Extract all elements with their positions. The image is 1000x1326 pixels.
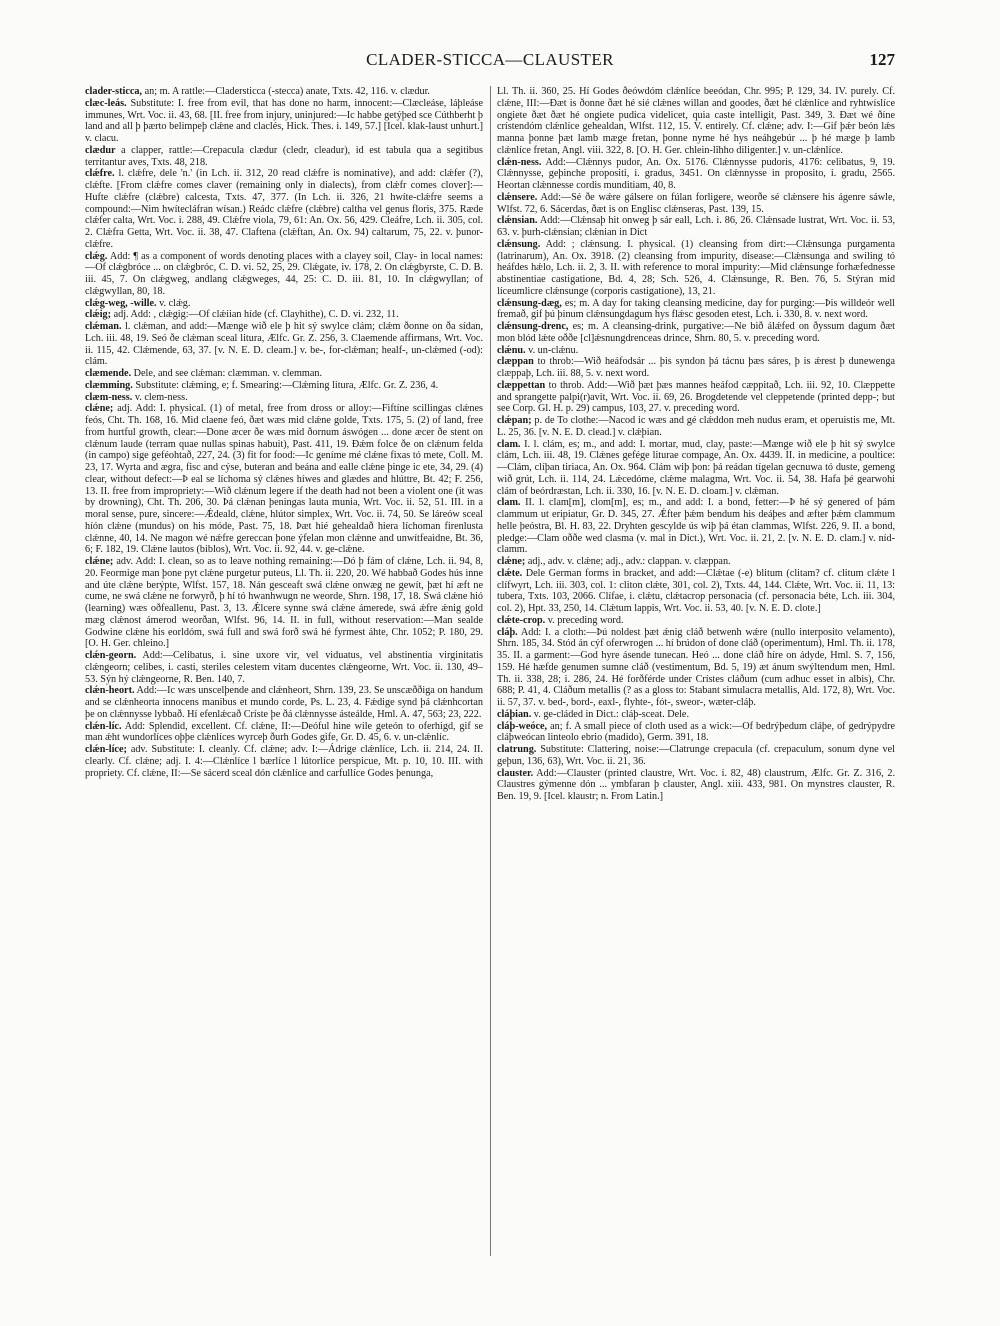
entry-text: Add: Splendid, excellent. Cf. clǽne, II:—Deóful hine wile geteón to oferhigd, gif se man ǽht wundorlíces oþþe clǽnlíces wyrceþ ðurh Godes gife, Gr. D. 45, 6. v. un-clǽnlíc.	[85, 720, 483, 744]
entry-headword: clæmming.	[85, 379, 133, 391]
entry-headword: clædur	[85, 144, 116, 156]
dictionary-entry	[497, 627, 895, 709]
entry-headword: clǽnsung.	[497, 238, 541, 250]
entry-text: Dele German forms in bracket, and add:—Clǽtae (-e) blitum (clitam? cf. clitum clǽte l clífwyrt, Lch. iii. 303, col. 1: cliton clǽte, 301, col. 2), Txts. 44, 144. Clǽte, Wrt. Voc. ii. 11, 13: tubera, Txts. 103, 2066. Clífae, i. clǽtu, clǽtacrop personacia (cf. personacia béte, Lch. iii. 304, col. 2), Hpt. 33, 250, 14. Clǽtum lappis, Wrt. Voc. ii. 53, 40. [v. N. E. D. clote.]	[497, 567, 895, 614]
entry-headword: clæmende.	[85, 368, 132, 379]
entry-text: Ll. Th. ii. 360, 25. Hí Godes ðeówdóm clǽnlíce beeódan, Chr. 995; P. 129, 34. IV. purely. Cf. clǽne, III:—Ðæt is ðonne ðæt hé sié clǽnes willan and goodes, ðæt hé clǽnlíce and ryhtwíslíce ongiete ðæt ðæt hé ongiete pudica videlicet, quia caste intelligit, Past. 349, 3. Ðæt wé ðíne crístendóm clǽnlíce gehealdan, Wlfst. 112, 15. V. entirely. Cf. clǽne; adv. I:—Gif þǽr beón lǽs manna þonne þæt lamb mæge fretan, þonne nyme hé hys neáhgebúr ... þ hé mæge þ lamb clǽnlíce fretan, Angl. viii. 322, 8. [O. H. Ger. chlein-lîhho diligenter.] v. un-clǽnlíce.	[497, 86, 895, 156]
entry-text: v. clǽg.	[159, 297, 191, 309]
entry-headword: clǽn-líce;	[85, 744, 127, 755]
entry-headword: clǽnu.	[497, 344, 526, 356]
entry-headword: clǽte.	[497, 567, 523, 579]
entry-headword: clǽnsian.	[497, 215, 538, 227]
left-column	[85, 86, 483, 1256]
dictionary-entry	[85, 368, 483, 380]
entry-headword: clǽpan;	[497, 415, 532, 426]
entry-headword: clǽn-líc.	[85, 720, 122, 732]
dictionary-entry	[85, 556, 483, 650]
dictionary-entry	[497, 380, 895, 415]
dictionary-entry	[497, 415, 895, 439]
dictionary-entry	[85, 298, 483, 310]
dictionary-entry	[497, 615, 895, 627]
entry-text: Add: I. a cloth:—Þú noldest þæt ǽnig cláð betwenh wǽre (nullo interposito velamento), Shrn. 185, 34. Stód án cýf oferwrogen ... hí brúdon of done cláð (operimentum), Hml. Th. ii. 178, 35. II. a garment:—God hyre ásende tunecan. Heó ... done cláð híre on ádyde, Hml. S. 7, 156, 159. Hé hæfde genumen sumne cláð (vestimentum, Bd. 5, 19) æt ánum swýltendum men, Hml. Th. ii. 338, 28; i. 286, 24. Hé forðférde under Crístes cláðum (cum adhuc esset in albis), Chr. 688; P. 41, 4. Cláðum metallis (? as a gloss to: Stabant simulacra metallis, Ald. 172, 8), Wrt. Voc. ii. 57, 37. v. bed-, bord-, eaxl-, flyhte-, fót-, sweor-, wæter-cláþ.	[497, 626, 895, 708]
entry-headword: clǽnsung-dæg,	[497, 297, 562, 309]
dictionary-entry	[497, 321, 895, 345]
entry-headword: clauster.	[497, 767, 534, 779]
dictionary-entry	[85, 309, 483, 321]
entry-headword: clǽne;	[85, 556, 114, 567]
entry-headword: clam.	[497, 497, 521, 509]
entry-headword: clǽfre.	[85, 168, 115, 180]
entry-headword: clǽnsung-drenc,	[497, 321, 569, 332]
entry-text: v. clem-ness.	[134, 391, 188, 403]
entry-text: a clapper, rattle:—Crepacula clædur (cledr, cleadur), id est tabula qua a segitibus territantur aves, Txts. 48, 218.	[85, 144, 483, 168]
entry-text: es; m. A day for taking cleansing medicine, day for purging:—Þis willdeór well fremað, gif þú þinum clǽnsungdagum hys flǽsc gesoden etest, Lch. i. 330, 8. v. next word.	[497, 297, 895, 321]
entry-text: to throb:—Wið heáfodsár ... þis syndon þá tácnu þæs sáres, þ is ǽrest þ dunewenga clæppaþ, Lch. iii. 88, 5. v. next word.	[497, 356, 895, 379]
dictionary-entry	[497, 356, 895, 380]
entry-headword: clǽn-ness.	[497, 156, 542, 168]
entry-headword: clǽne;	[497, 556, 526, 567]
dictionary-entry	[85, 145, 483, 169]
dictionary-entry	[85, 98, 483, 145]
dictionary-entry	[85, 86, 483, 98]
entry-text: p. de To clothe:—Nacod ic wæs and gé clǽddon meh nudus eram, et operuistis me, Mt. L. 25, 36. [v. N. E. D. clead.] v. clǽþian.	[497, 415, 895, 438]
entry-headword: clæppettan	[497, 379, 546, 391]
dictionary-entry	[497, 157, 895, 192]
entry-text: adj. Add: , clǽgig:—Of clǽiian híde (cf. Clayhithe), C. D. vi. 232, 11.	[113, 309, 399, 321]
entry-text: adv. Add: I. clean, so as to leave nothing remaining:—Dó þ fám of clǽne, Lch. ii. 94, 8, 20. Feormige man þone pyt clǽne purgetur puteus, Ll. Th. ii. 220, 20. Wé habbað Godes hús inne and úte clǽne berýpte, Wlfst. 157, 18. Nán gesceaft swá clǽne onwæg ne gewít, þæt hí æft ne cume, ne swá clǽne ne forwyrð, þ hí tó hwanhwugn ne weorde, Shrn. 198, 17, 18. Swá clǽne hió (learning) wæs oðfeallenu, Past. 3, 13. Ǽlcere synne swá clǽne ámerede, swá ǽfre ǽnig gold mæg clǽnost ámerod weorðan, Wlfst. 96, 14. II. in full, without reservation:—Man sealde Godwine clǽne his eorldóm, swá full and swá forð swá hé fyrmest áhte, Chr. 1052; P. 180, 29. [O. H. Ger. chleino.]	[85, 556, 483, 650]
dictionary-entry	[497, 568, 895, 615]
entry-text: an; m. A rattle:—Cladersticca (-stecca) anate, Txts. 42, 116. v. clædur.	[144, 86, 430, 97]
entry-text: Substitute: clǽming, e; f. Smearing:—Clǽming litura, Ælfc. Gr. Z. 236, 4.	[135, 379, 439, 391]
entry-text: Add:—Sé ðe wǽre gálsere on fúlan forligere, weorðe sé clǽnsere his ágenre sáwle, Wlfst. 72, 6. Sácerdas, ðæt is on Englisc clǽnseras, Past. 139, 15.	[497, 191, 895, 215]
entry-text: l. clǽfre, dele 'n.' (in Lch. ii. 312, 20 read clǽfre is nominative), and add: clǽfer (?), clǽfte. [From clǽfre comes claver (remaining only in dialects), from clǽfr comes clover]:—Hufte clǽfre (clǽbre) calcesta, Txts. 47, 377. (In Lch. ii. 326, 21 hwíte-clǽfre seems a compound:—Nim hwítecláfran wísan.) Reádc clǽfre (clǽbre) caltha vel genus floris, 375. Ræde clǽfer calta, Wrt. Voc. i. 288, 49. Clǽfre viola, 79, 61: An. Ox. 56, 429. Cleáfre, Lch. ii. 305, col. 2. Clǽfra Getta, Wrt. Voc. ii. 38, 47. Claftena (clǽftan, An. Ox. 94) caltarum, 75, 22. v. þunor-clǽfre.	[85, 168, 483, 250]
entry-headword: clǽman.	[85, 321, 122, 332]
entry-text: II. l. clam[m], clom[m], es; m., and add: I. a bond, fetter:—Þ hé sý genered of þám clammum ut eripiatur, Gr. D. 345, 27. Ǽfter þǽm bendum his deáþes and æfter þǽm clammum helle þeóstra, Bl. H. 83, 22. Dryhten gescylde ús wiþ þá étan clammas, Wlfst. 226, 9. II. a bond, pledge:—Clam oððe wed clasma (v. mal in Dict.), Wrt. Voc. ii. 21, 2. [v. N. E. D. clam.] v. níd-clamm.	[497, 497, 895, 556]
entry-headword: clǽg-weg, -wille.	[85, 297, 157, 309]
entry-text: Substitute: Clattering, noise:—Clatrunge crepacula (cf. crepaculum, sonum dyne vel geþun, 136, 63), Wrt. Voc. ii. 21, 36.	[497, 744, 895, 767]
entry-headword: cláþ-weóce,	[497, 720, 548, 732]
entry-headword: clader-sticca,	[85, 86, 143, 97]
entry-text: v. un-clǽnu.	[528, 344, 579, 356]
dictionary-entry	[497, 345, 895, 357]
entry-headword: cláþian.	[497, 708, 532, 720]
entry-headword: clǽne;	[85, 403, 114, 415]
dictionary-entry	[85, 251, 483, 298]
dictionary-entry	[497, 721, 895, 745]
entry-text: Add:—Celibatus, i. sine uxore vir, vel viduatus, vel abstinentia virginitatis clǽngeorn; celibes, i. casti, steriles celestem vitam ducentes clǽngeorne, Wrt. Voc. ii. 130, 49–53. Sýn hý clǽngeorne, R. Ben. 140, 7.	[85, 650, 483, 685]
entry-headword: clæppan	[497, 356, 534, 368]
dictionary-entry	[85, 685, 483, 720]
dictionary-entry	[497, 744, 895, 768]
dictionary-entry	[85, 168, 483, 250]
entry-headword: clǽte-crop.	[497, 614, 546, 626]
dictionary-entry	[497, 86, 895, 157]
entry-text: an; f. A small piece of cloth used as a wick:—Of bedrýþedum cláþe, of gedrýpydre cláþweócan linteolo ebrio (madido), Germ. 391, 18.	[497, 720, 895, 744]
entry-headword: clæc-leás.	[85, 97, 127, 109]
entry-text: Add:—Clauster (printed claustre, Wrt. Voc. i. 82, 48) claustrum, Ælfc. Gr. Z. 316, 2. Claustres gýmenne dón ... ymbfaran þ clauster, Angl. xiii. 433, 981. On mynstres clauster, R. Ben. 19, 9. [Icel. klaustr; n. From Latin.]	[497, 767, 895, 802]
entry-text: Add: ¶ as a component of words denoting places with a clayey soil, Clay- in local names:—Of clǽgbróce ... on clǽgbróc, C. D. vi. 52, 25, 29. Clǽgate, iv. 178, 2. On clǽgbyrste, C. D. B. iii. 45, 7. On clǽgweg, andlang clǽgweges, 44, 25: C. D. iii. 81, 10. In clǽgwyllan; of clǽgwyllan, 80, 18.	[85, 250, 483, 297]
dictionary-entry	[497, 192, 895, 216]
dictionary-entry	[497, 439, 895, 498]
entry-text: I. l. clám, es; m., and add: I. mortar, mud, clay, paste:—Mænge wið ele þ hit sý swylce clám, Lch. iii. 48, 19. Clǽnes gefége liturae compage, An. Ox. 4439. II. in medicine, a poultice:—Clám, clíþan tiriaca, An. Ox. 964. Clám wiþ þon: þá reádan tígelan gecnuwa tó duste, gemeng wið grút, Lch. ii. 114, 24. Lǽcedóme, clǽme malagma, Wrt. Voc. ii. 54, 38. Hafa þé gearwohi clám of beórdræstan, Lch. ii. 330, 16. [v. N. E. D. cloam.] v. clǽman.	[497, 438, 895, 497]
dictionary-entry	[497, 709, 895, 721]
entry-text: adj., adv. v. clǽne; adj., adv.: clappan. v. clæppan.	[527, 556, 731, 567]
page-header	[85, 50, 895, 74]
entry-text: Add:—Clǽnsaþ hit onweg þ sár eall, Lch. i. 86, 26. Clǽnsade lustrat, Wrt. Voc. ii. 53, 63. v. þurh-clǽnsian; clǽnian in Dict	[497, 215, 895, 238]
dictionary-entry	[497, 215, 895, 239]
entry-headword: cláþ.	[497, 626, 518, 638]
entry-text: to throb. Add:—Wið þæt þæs mannes heáfod cæppitað, Lch. iii. 92, 10. Clæppette and sprangette palpi(r)avit, Wrt. Voc. ii. 69, 26. Brogdetende vel cleppetende (printed depp-; but see Corp. Gl. H. p. 29) campus, 103, 27. v. preceding word.	[497, 379, 895, 415]
entry-text: Dele, and see clǽman: clæmman. v. clemman.	[133, 368, 322, 379]
entry-text: v. preceding word.	[547, 614, 624, 626]
entry-text: adv. Substitute: I. cleanly. Cf. clǽne; adv. I:—Ádrige clǽnlíce, Lch. ii. 214, 24. II. clearly. Cf. clǽne; adj. I. 4:—Clǽnlíce l bærlíce l lútorlíce perspicue, Mt. p. 10, 10. III. with propriety. Cf. clǽne, II:—Se sácerd sceal dón clǽnlíce and carfullíce Godes þenunga,	[85, 744, 483, 779]
entry-text: Add:—Ic wæs unscelþende and clǽnheort, Shrn. 139, 23. Se unscæððiga on handum and se clǽnheorta innocens manibus et mundo corde, Ps. L. 23, 4. Fǽdige synd þá clǽnhcortan þe on clǽnnysse lybbað. Hí efenlǽcað Críste þe ðá clǽnnysse ásteálde, Hml. A. 47, 563; 23, 222.	[85, 685, 483, 720]
dictionary-entry	[497, 298, 895, 322]
dictionary-entry	[85, 721, 483, 745]
entry-headword: clǽig;	[85, 309, 112, 321]
dictionary-columns	[85, 86, 895, 1256]
entry-text: adj. Add: I. physical. (1) of metal, free from dross or alloy:—Fiftíne scillingas clǽnes feós, Cht. Th. 168, 16. Mid claene feó, ðæt wæs mid clǽne golde, Txts. 175, 5. (2) of land, free from hurtful growth, clear:—Done æcer ðe wæs mid ðornum áswógen ... done æcer ðe stent on clǽnum laude (terram quae nullas spinas habuit), Past. 411, 19. Ðǽm folce ðe on clǽnum felda (in campo) sige geféohtað, 227, 24. (3) fit for food:—Ic geníme mé clǽne fixas tó mete, Coll. M. 23, 17. Wyrta and ægra, fisc and cýse, buteran and beána and ealle clǽne þinge ic ete, 34, 29. (4) clear, without defect:—Þ eal se líchoma sý clǽnes híwes and glædes and hlúttre, Bt. 42; F. 256, 13. II. free from impropriety:—Wið clǽnum legere if the death had not been a violent one (it was by drowning), Cht. Th. 206, 30. Þá clǽnan þeningas lauta munia, Wrt. Voc. ii. 52, 51. III. in a moral sense, pure, sincere:—Ǽdeald, clǽne, hlútor simplex, Wrt. Voc. ii. 74, 50. Se láreów sceal híón clǽne (mundus) on his móde, Past. 75, 18. Þæt hié gehealdað hiera líchoman firenlusta clǽnne, 40, 14. Ne magon wé nǽfre gereccan þone ýfelan mon clǽnne and unwítfeaìdne, Bt. 36, 6; F. 182, 19. Clǽne lautos (biblos), Wrt. Voc. ii. 92, 44. v. ge-clǽne.	[85, 403, 483, 556]
entry-text: l. clǽman, and add:—Mænge wið ele þ hit sý swylce clám; clǽm ðonne on ða sídan, Lch. iii. 48, 19. Seó ðe clǽman sceal litura, Ælfc. Gr. Z. 256, 3. Claemende affirmans, Wrt. Voc. ii. 115, 42. Clǽmende, 63, 37. [v. N. E. D. cleam.] v. be-, for-clǽman; healf-, un-clǽmed (-od): clám.	[85, 321, 483, 368]
dictionary-entry	[497, 556, 895, 568]
page-number: 127	[869, 50, 895, 69]
dictionary-entry	[497, 497, 895, 556]
entry-text: es; m. A cleansing-drink, purgative:—Ne bið álǽfed on ðyssum dagum ðæt mon blód lǽte oððe [cl]ǽsnungdrenceas drince, Shrn. 80, 5. v. preceding word.	[497, 321, 895, 344]
running-title: CLADER-STICCA—CLAUSTER	[366, 50, 614, 69]
dictionary-entry	[497, 239, 895, 298]
dictionary-entry	[497, 768, 895, 803]
entry-headword: clǽg.	[85, 250, 108, 262]
entry-text: Add:—Clǽnnys pudor, An. Ox. 5176. Clǽnnysse pudoris, 4176: celibatus, 9, 19. Clǽnnysse, geþinche propositi, i. gradus, 3451. On clǽnnysse in proposito, i. gradu, 2565. Heortan clǽnnesse cordis munditiam, 40, 8.	[497, 156, 895, 191]
dictionary-entry	[85, 744, 483, 779]
entry-headword: clatrung.	[497, 744, 537, 755]
column-divider	[490, 86, 491, 1256]
dictionary-entry	[85, 380, 483, 392]
entry-headword: clam.	[497, 438, 521, 450]
entry-text: Add: ; clǽnsung. I. physical. (1) cleansing from dirt:—Clǽnsunga purgamenta (latrinarum), An. Ox. 3918. (2) cleansing from impurity, disease:—Clǽnsunga and swiling tó heáfdes hǽlo, Lch. ii. 2, 3. II. with reference to moral impurity:—Mid clǽnsunge forhæfednesse abstinentiae castigatione, Bd. 4, 28; Sch. 526, 4. Clǽnsunge, R. Ben. 76, 5. Stýran mid líceumlicre clǽnsunge (corporis castigatione), 13, 21.	[497, 238, 895, 297]
dictionary-entry	[85, 650, 483, 685]
entry-headword: clǽnsere.	[497, 191, 538, 203]
dictionary-entry	[85, 403, 483, 556]
right-column	[497, 86, 895, 1256]
entry-text: v. ge-cláded in Dict.: cláþ-sceat. Dele.	[533, 708, 689, 720]
dictionary-entry	[85, 321, 483, 368]
entry-headword: clǽn-heort.	[85, 685, 135, 697]
dictionary-entry	[85, 392, 483, 404]
entry-headword: clæm-ness.	[85, 391, 133, 403]
entry-headword: clǽn-georn.	[85, 650, 137, 661]
entry-text: Substitute: I. free from evil, that has done no harm, innocent:—Clæcleáse, láþleáse immunes, Wrt. Voc. ii. 43, 68. [II. free from injury, uninjured:—Ic habbe getýþed sce Cúthberht þ land and all þ þærto belimpeþ clǽne and claclés, Hick. Thes. i. 149, 57.] [Icel. klak-laust unhurt.] v. clacu.	[85, 97, 483, 144]
